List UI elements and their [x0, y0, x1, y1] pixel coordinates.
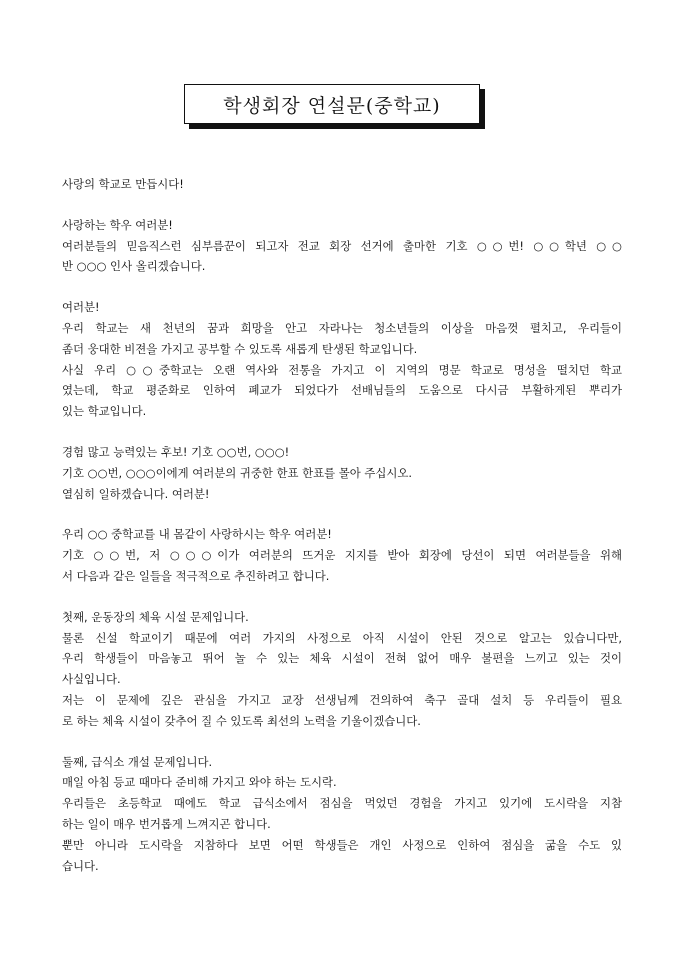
paragraph	[62, 442, 622, 504]
paragraph	[62, 297, 622, 422]
text-line: 매일 아침 등교 때마다 준비해 가지고 와야 하는 도시락.	[62, 775, 337, 790]
document-body	[62, 174, 622, 896]
text-line: 열심히 일하겠습니다. 여러분!	[62, 486, 210, 501]
text-line: 뿐만 아니라 도시락을 지참하다 보면 어떤 학생들은 개인 사정으로 인하여 점심을 굶을 수도 있	[62, 837, 622, 852]
text-line: 우리 학생들이 마음놓고 뛰어 놀 수 있는 체육 시설이 전혀 없어 매우 불편을 느끼고 있는 것이	[62, 651, 622, 666]
paragraph	[62, 752, 622, 877]
paragraph	[62, 215, 622, 277]
text-line: 여러분들의 믿음직스런 심부름꾼이 되고자 전교 회장 선거에 출마한 기호 ○○번! ○○학년 ○○	[62, 238, 622, 253]
paragraph	[62, 524, 622, 586]
text-line: 기호 ○○번, 저 ○○○이가 여러분의 뜨거운 지지를 받아 회장에 당선이 되면 여러분들을 위해	[62, 548, 622, 563]
text-line: 여러분!	[62, 300, 100, 315]
text-line: 있는 학교입니다.	[62, 404, 147, 419]
text-line: 사랑의 학교로 만듭시다!	[62, 177, 184, 191]
text-line: 반 ○○○ 인사 올리겠습니다.	[62, 259, 206, 274]
text-line: 사실입니다.	[62, 672, 121, 687]
paragraph	[62, 607, 622, 732]
text-line: 우리 ○○ 중학교를 내 몸같이 사랑하시는 학우 여러분!	[62, 527, 332, 542]
text-line: 였는데, 학교 평준화로 인하여 폐교가 되었다가 선배님들의 도움으로 다시금 부활하게된 뿌리가	[62, 383, 622, 398]
text-line: 하는 일이 매우 번거롭게 느껴지곤 합니다.	[62, 816, 271, 831]
text-line: 둘째, 급식소 개설 문제입니다.	[62, 754, 213, 769]
text-line: 사실 우리 ○○중학교는 오랜 역사와 전통을 가지고 이 지역의 명문 학교로 명성을 떨치던 학교	[62, 362, 622, 377]
text-line: 좀더 웅대한 비젼을 가지고 공부할 수 있도록 새롭게 탄생된 학교입니다.	[62, 341, 418, 356]
text-line: 우리 학교는 새 천년의 꿈과 희망을 안고 자라나는 청소년들의 이상을 마음껏 펼치고, 우리들이	[62, 320, 622, 335]
text-line: 저는 이 문제에 깊은 관심을 가지고 교장 선생님께 건의하여 축구 골대 설치 등 우리들이 필요	[62, 692, 622, 707]
text-line: 경험 많고 능력있는 후보! 기호 ○○번, ○○○!	[62, 444, 290, 459]
title-box	[184, 84, 482, 128]
text-line: 사랑하는 학우 여러분!	[62, 217, 173, 232]
title-box-frame	[184, 84, 480, 124]
text-line: 첫째, 운동장의 체육 시설 문제입니다.	[62, 609, 249, 624]
document-title: 학생회장 연설문(중학교)	[223, 94, 441, 117]
text-line: 우리들은 초등학교 때에도 학교 급식소에서 점심을 먹었던 경험을 가지고 있기에 도시락을 지참	[62, 796, 622, 811]
text-line: 로 하는 체육 시설이 갖추어 질 수 있도록 최선의 노력을 기울이겠습니다.	[62, 713, 421, 728]
text-line: 서 다음과 같은 일들을 적극적으로 추진하려고 합니다.	[62, 568, 330, 583]
text-line: 기호 ○○번, ○○○이에게 여러분의 귀중한 한표 한표를 몰아 주십시오.	[62, 465, 412, 480]
text-line: 습니다.	[62, 858, 99, 873]
paragraph	[62, 174, 622, 195]
text-line: 물론 신설 학교이기 때문에 여러 가지의 사정으로 아직 시설이 안된 것으로 알고는 있습니다만,	[62, 630, 622, 645]
